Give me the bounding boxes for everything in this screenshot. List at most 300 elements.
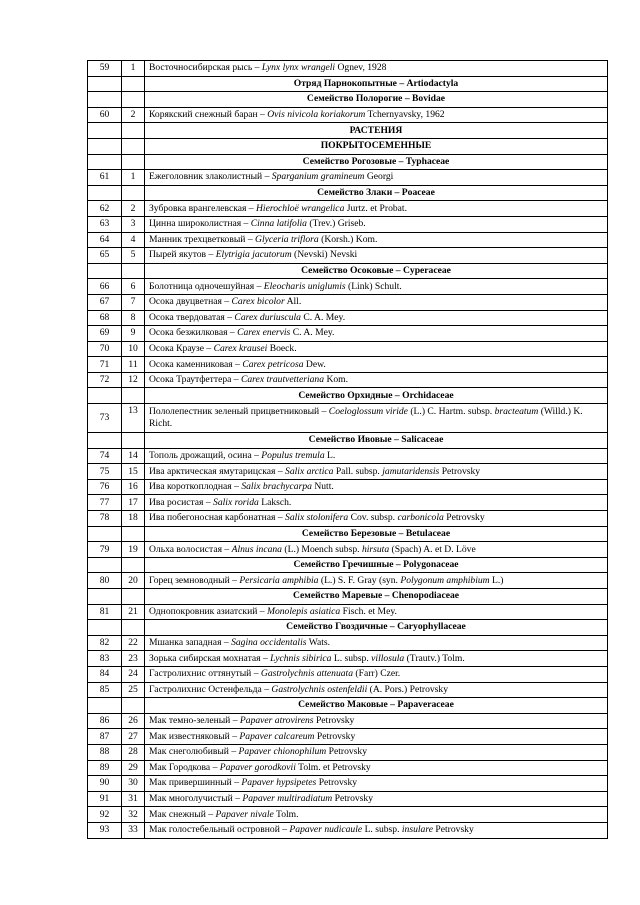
- latin-name: Papaver nivale: [215, 808, 274, 820]
- latin-name: Carex trautvetteriana: [240, 374, 325, 386]
- latin-name: Populus tremula: [261, 449, 325, 461]
- russian-name: Ива арктическая ямутарицская: [149, 465, 276, 477]
- section-number: 24: [122, 666, 145, 682]
- species-row: [88, 635, 608, 651]
- section-header-row: [88, 138, 608, 154]
- author-citation: Dew.: [305, 358, 326, 370]
- section-header-row: [88, 526, 608, 542]
- russian-name: Зубровка врангелевская: [149, 202, 247, 214]
- species-row: [88, 495, 608, 511]
- species-name-cell: Ива арктическая ямутарицская – Salix arctica Pall. subsp. jamutaridensis Petrovsky: [145, 464, 608, 480]
- latin-name: Hierochloë wrangelica: [256, 202, 345, 214]
- author-citation: Pall. subsp.: [335, 465, 380, 477]
- species-name-cell: Мак голостебельный островной – Papaver nudicaule L. subsp. insulare Petrovsky: [145, 822, 608, 838]
- empty-cell: [88, 76, 122, 92]
- latin-name-2: carbonicola: [397, 512, 444, 524]
- latin-name: Lynx lynx wrangeli: [261, 62, 336, 74]
- empty-cell: [122, 526, 145, 542]
- section-header-row: [88, 698, 608, 714]
- global-number: 83: [88, 651, 122, 667]
- species-row: [88, 682, 608, 698]
- latin-name-2: jamutaridensis: [382, 465, 440, 477]
- section-header-row: [88, 557, 608, 573]
- author-citation-2: L.): [492, 574, 504, 586]
- species-row: [88, 248, 608, 264]
- russian-name: Мак привершинный: [149, 777, 232, 789]
- species-row: [88, 294, 608, 310]
- section-number: 21: [122, 604, 145, 620]
- empty-cell: [122, 388, 145, 404]
- russian-name: Однопокровник азиатский: [149, 605, 258, 617]
- empty-cell: [88, 526, 122, 542]
- species-row: [88, 341, 608, 357]
- empty-cell: [88, 589, 122, 605]
- global-number: 60: [88, 107, 122, 123]
- species-row: [88, 573, 608, 589]
- species-row: [88, 326, 608, 342]
- russian-name: Пырей якутов: [149, 249, 207, 261]
- latin-name-2: bracteatum: [494, 406, 539, 418]
- russian-name: Осока Краузе: [149, 342, 204, 354]
- russian-name: Восточносибирская рысь: [149, 62, 253, 74]
- section-number: 19: [122, 542, 145, 558]
- section-number: 1: [122, 170, 145, 186]
- section-number: 31: [122, 791, 145, 807]
- global-number: 65: [88, 248, 122, 264]
- section-header: Семейство Полорогие – Bovidae: [145, 92, 608, 108]
- latin-name: Monolepis asiatica: [266, 605, 341, 617]
- section-number: 17: [122, 495, 145, 511]
- global-number: 90: [88, 776, 122, 792]
- species-name-cell: Осока безжилковая – Carex enervis C. A. Mey.: [145, 326, 608, 342]
- empty-cell: [88, 123, 122, 139]
- section-number: 23: [122, 651, 145, 667]
- global-number: 84: [88, 666, 122, 682]
- russian-name: Пололепестник зеленый прицветниковый: [149, 406, 320, 418]
- section-number: 1: [122, 61, 145, 77]
- global-number: 82: [88, 635, 122, 651]
- species-name-cell: Ива короткоплодная – Salix brachycarpa Nutt.: [145, 479, 608, 495]
- russian-name: Осока безжилковая: [149, 327, 228, 339]
- section-number: 20: [122, 573, 145, 589]
- section-number: 25: [122, 682, 145, 698]
- author-citation: (Nevski) Nevski: [294, 249, 358, 261]
- species-name-cell: Мак снеголюбивый – Papaver chionophilum Petrovsky: [145, 744, 608, 760]
- latin-name-2: villosula: [371, 652, 405, 664]
- empty-cell: [88, 557, 122, 573]
- section-header: Семейство Березовые – Betulaceae: [145, 526, 608, 542]
- species-name-cell: Мак темно-зеленый – Papaver atrovirens Petrovsky: [145, 713, 608, 729]
- section-header-row: [88, 154, 608, 170]
- global-number: 62: [88, 201, 122, 217]
- species-name-cell: Мак снежный – Papaver nivale Tolm.: [145, 807, 608, 823]
- empty-cell: [88, 620, 122, 636]
- species-row: [88, 61, 608, 77]
- latin-name: Coeloglossum viride: [328, 406, 408, 418]
- species-name-cell: Осока твердоватая – Carex duriuscula C. A. Mey.: [145, 310, 608, 326]
- latin-name: Carex petricosa: [242, 358, 304, 370]
- global-number: 89: [88, 760, 122, 776]
- species-row: [88, 216, 608, 232]
- russian-name: Ива побегоносная карбонатная: [149, 512, 276, 524]
- global-number: 81: [88, 604, 122, 620]
- section-number: 2: [122, 201, 145, 217]
- empty-cell: [122, 154, 145, 170]
- empty-cell: [122, 123, 145, 139]
- global-number: 68: [88, 310, 122, 326]
- latin-name: Gastrolychnis ostenfeldii: [271, 683, 368, 695]
- author-citation-2: (Spach) A. et D. Löve: [391, 543, 476, 555]
- species-name-cell: Тополь дрожащий, осина – Populus tremula L.: [145, 448, 608, 464]
- species-name-cell: Ива росистая – Salix rorida Laksch.: [145, 495, 608, 511]
- species-row: [88, 170, 608, 186]
- author-citation: Jurtz. et Probat.: [346, 202, 407, 214]
- section-header: Семейство Осоковые – Cyperaceae: [145, 263, 608, 279]
- species-row: [88, 448, 608, 464]
- species-row: [88, 776, 608, 792]
- russian-name: Манник трехцветковый: [149, 233, 246, 245]
- russian-name: Осока каменниковая: [149, 358, 233, 370]
- section-number: 8: [122, 310, 145, 326]
- latin-name: Carex enervis: [237, 327, 291, 339]
- latin-name: Papaver calcareum: [239, 730, 315, 742]
- section-header-row: [88, 388, 608, 404]
- species-row: [88, 604, 608, 620]
- species-name-cell: Мак привершинный – Papaver hypsipetes Petrovsky: [145, 776, 608, 792]
- global-number: 92: [88, 807, 122, 823]
- empty-cell: [88, 433, 122, 449]
- global-number: 63: [88, 216, 122, 232]
- global-number: 74: [88, 448, 122, 464]
- author-citation: Tolm.: [276, 808, 299, 820]
- author-citation: Petrovsky: [318, 777, 358, 789]
- latin-name: Ovis nivicola koriakorum: [267, 109, 366, 121]
- russian-name: Ива короткоплодная: [149, 481, 232, 493]
- global-number: 85: [88, 682, 122, 698]
- species-row: [88, 807, 608, 823]
- species-row: [88, 479, 608, 495]
- latin-name: Lychnis sibirica: [270, 652, 332, 664]
- author-citation: Petrovsky: [334, 793, 373, 805]
- species-name-cell: Зубровка врангелевская – Hierochloë wrangelica Jurtz. et Probat.: [145, 201, 608, 217]
- section-number: 5: [122, 248, 145, 264]
- author-citation: (Link) Schult.: [348, 280, 402, 292]
- latin-name: Salix stolonifera: [285, 512, 349, 524]
- section-number: 14: [122, 448, 145, 464]
- latin-name: Papaver multiradiatum: [242, 793, 333, 805]
- author-citation: (Trev.) Griseb.: [309, 218, 366, 230]
- russian-name: Тополь дрожащий, осина: [149, 449, 252, 461]
- species-row: [88, 666, 608, 682]
- author-citation: (L.) C. Hartm. subsp.: [410, 406, 493, 418]
- empty-cell: [122, 698, 145, 714]
- latin-name: Sagina occidentalis: [231, 637, 307, 649]
- section-header: Семейство Гречишные – Polygonaceae: [145, 557, 608, 573]
- author-citation: C. A. Mey.: [303, 311, 346, 323]
- section-header-row: [88, 620, 608, 636]
- species-name-cell: Гастролихнис Остенфельда – Gastrolychnis ostenfeldii (A. Pors.) Petrovsky: [145, 682, 608, 698]
- russian-name: Мак многолучистый: [149, 793, 233, 805]
- section-number: 28: [122, 744, 145, 760]
- global-number: 87: [88, 729, 122, 745]
- latin-name: Persicaria amphibia: [239, 574, 319, 586]
- species-name-cell: Мак многолучистый – Papaver multiradiatum Petrovsky: [145, 791, 608, 807]
- species-name-cell: Горец земноводный – Persicaria amphibia (L.) S. F. Gray (syn. Polygonum amphibium L.): [145, 573, 608, 589]
- empty-cell: [88, 698, 122, 714]
- species-row: [88, 232, 608, 248]
- global-number: 77: [88, 495, 122, 511]
- global-number: 69: [88, 326, 122, 342]
- latin-name: Alnus incana: [231, 543, 282, 555]
- species-row: [88, 713, 608, 729]
- section-number: 7: [122, 294, 145, 310]
- empty-cell: [88, 263, 122, 279]
- author-citation: (Farr) Czer.: [355, 668, 401, 680]
- russian-name: Осока двуцветная: [149, 296, 222, 308]
- species-row: [88, 279, 608, 295]
- species-row: [88, 744, 608, 760]
- latin-name: Gastrolychnis attenuata: [260, 668, 354, 680]
- latin-name: Papaver atrovirens: [239, 715, 314, 727]
- global-number: 64: [88, 232, 122, 248]
- latin-name: Papaver chionophilum: [238, 746, 327, 758]
- section-number: 10: [122, 341, 145, 357]
- section-number: 16: [122, 479, 145, 495]
- latin-name: Salix arctica: [285, 465, 334, 477]
- section-number: 30: [122, 776, 145, 792]
- species-row: [88, 791, 608, 807]
- latin-name: Glyceria triflora: [255, 233, 319, 245]
- author-citation: Kom.: [326, 374, 349, 386]
- russian-name: Ежеголовник злаколистный: [149, 171, 263, 183]
- section-number: 32: [122, 807, 145, 823]
- section-header: Семейство Гвоздичные – Caryophyllaceae: [145, 620, 608, 636]
- global-number: 66: [88, 279, 122, 295]
- global-number: 73: [88, 404, 122, 433]
- global-number: 71: [88, 357, 122, 373]
- russian-name: Мшанка западная: [149, 637, 222, 649]
- empty-cell: [122, 620, 145, 636]
- author-citation: Fisch. et Mey.: [342, 605, 397, 617]
- global-number: 80: [88, 573, 122, 589]
- author-citation: Laksch.: [261, 496, 292, 508]
- author-citation: Petrovsky: [316, 730, 356, 742]
- section-number: 15: [122, 464, 145, 480]
- author-citation: (L.) S. F. Gray (syn.: [320, 574, 398, 586]
- species-name-cell: Восточносибирская рысь – Lynx lynx wrangeli Ognev, 1928: [145, 61, 608, 77]
- species-name-cell: Мшанка западная – Sagina occidentalis Wats.: [145, 635, 608, 651]
- latin-name-2: hirsuta: [361, 543, 390, 555]
- russian-name: Ива росистая: [149, 496, 204, 508]
- global-number: 59: [88, 61, 122, 77]
- empty-cell: [122, 589, 145, 605]
- author-citation-2: Petrovsky: [435, 824, 474, 836]
- species-name-cell: Мак известняковый – Papaver calcareum Petrovsky: [145, 729, 608, 745]
- russian-name: Мак снеголюбивый: [149, 746, 229, 758]
- russian-name: Осока Траутфеттера: [149, 374, 232, 386]
- section-number: 12: [122, 372, 145, 388]
- author-citation-2: (Trautv.) Tolm.: [406, 652, 465, 664]
- species-name-cell: Осока двуцветная – Carex bicolor All.: [145, 294, 608, 310]
- latin-name: Salix brachycarpa: [241, 481, 312, 493]
- species-row: [88, 107, 608, 123]
- global-number: 79: [88, 542, 122, 558]
- empty-cell: [122, 557, 145, 573]
- author-citation-2: (Willd.) K. Richt.: [149, 406, 583, 430]
- global-number: 70: [88, 341, 122, 357]
- latin-name: Papaver hypsipetes: [241, 777, 317, 789]
- section-number: 27: [122, 729, 145, 745]
- species-row: [88, 511, 608, 527]
- author-citation: L.: [327, 449, 336, 461]
- empty-cell: [122, 185, 145, 201]
- russian-name: Цинна широколистная: [149, 218, 242, 230]
- global-number: 61: [88, 170, 122, 186]
- section-header-row: [88, 433, 608, 449]
- species-row: [88, 310, 608, 326]
- author-citation: (L.) Moench subsp.: [284, 543, 360, 555]
- empty-cell: [88, 92, 122, 108]
- author-citation: (A. Pors.) Petrovsky: [369, 683, 448, 695]
- russian-name: Горец земноводный: [149, 574, 230, 586]
- latin-name: Eleocharis uniglumis: [263, 280, 346, 292]
- russian-name: Зорька сибирская мохнатая: [149, 652, 261, 664]
- species-name-cell: Осока каменниковая – Carex petricosa Dew.: [145, 357, 608, 373]
- section-number: 26: [122, 713, 145, 729]
- empty-cell: [88, 388, 122, 404]
- section-number: 29: [122, 760, 145, 776]
- global-number: 93: [88, 822, 122, 838]
- russian-name: Осока твердоватая: [149, 311, 225, 323]
- author-citation-2: Petrovsky: [441, 465, 481, 477]
- latin-name: Carex krausei: [213, 342, 268, 354]
- species-name-cell: Болотница одночешуйная – Eleocharis uniglumis (Link) Schult.: [145, 279, 608, 295]
- species-row: [88, 651, 608, 667]
- section-number: 9: [122, 326, 145, 342]
- species-name-cell: Ива побегоносная карбонатная – Salix stolonifera Cov. subsp. carbonicola Petrovsky: [145, 511, 608, 527]
- section-header: РАСТЕНИЯ: [145, 123, 608, 139]
- species-table: [87, 60, 608, 839]
- russian-name: Гастролихнис Остенфельда: [149, 683, 262, 695]
- author-citation-2: Petrovsky: [446, 512, 485, 524]
- russian-name: Гастролихнис оттянутый: [149, 668, 252, 680]
- russian-name: Мак голостебельный островной: [149, 824, 280, 836]
- species-row: [88, 542, 608, 558]
- section-number: 18: [122, 511, 145, 527]
- section-number: 13: [122, 404, 145, 433]
- section-header: Отряд Парнокопытные – Artiodactyla: [145, 76, 608, 92]
- species-name-cell: Осока Траутфеттера – Carex trautvetteriana Kom.: [145, 372, 608, 388]
- latin-name-2: Polygonum amphibium: [400, 574, 490, 586]
- empty-cell: [88, 185, 122, 201]
- global-number: 91: [88, 791, 122, 807]
- species-row: [88, 357, 608, 373]
- section-number: 4: [122, 232, 145, 248]
- author-citation: All.: [286, 296, 302, 308]
- species-name-cell: Осока Краузе – Carex krausei Boeck.: [145, 341, 608, 357]
- empty-cell: [122, 263, 145, 279]
- species-name-cell: Ежеголовник злаколистный – Sparganium gramineum Georgi: [145, 170, 608, 186]
- section-header-row: [88, 123, 608, 139]
- latin-name-2: insulare: [401, 824, 433, 836]
- author-citation: Nutt.: [314, 481, 334, 493]
- section-number: 6: [122, 279, 145, 295]
- species-name-cell: Пололепестник зеленый прицветниковый – Coeloglossum viride (L.) C. Hartm. subsp. bracteatum (Willd.) K. Richt.: [145, 404, 608, 433]
- section-header-row: [88, 76, 608, 92]
- global-number: 75: [88, 464, 122, 480]
- species-name-cell: Манник трехцветковый – Glyceria triflora (Korsh.) Kom.: [145, 232, 608, 248]
- section-header-row: [88, 185, 608, 201]
- latin-name: Papaver nudicaule: [289, 824, 363, 836]
- global-number: 78: [88, 511, 122, 527]
- empty-cell: [88, 154, 122, 170]
- section-header: Семейство Маковые – Papaveraceae: [145, 698, 608, 714]
- species-name-cell: Пырей якутов – Elytrigia jacutorum (Nevski) Nevski: [145, 248, 608, 264]
- latin-name: Elytrigia jacutorum: [215, 249, 292, 261]
- global-number: 67: [88, 294, 122, 310]
- empty-cell: [122, 92, 145, 108]
- author-citation: C. A. Mey.: [292, 327, 335, 339]
- russian-name: Мак темно-зеленый: [149, 715, 231, 727]
- section-header: Семейство Рогозовые – Typhaceae: [145, 154, 608, 170]
- species-row: [88, 729, 608, 745]
- species-row: [88, 372, 608, 388]
- author-citation: Tolm. et Petrovsky: [298, 761, 371, 773]
- russian-name: Мак снежный: [149, 808, 206, 820]
- latin-name: Cinna latifolia: [250, 218, 307, 230]
- latin-name: Carex bicolor: [231, 296, 285, 308]
- species-name-cell: Однопокровник азиатский – Monolepis asiatica Fisch. et Mey.: [145, 604, 608, 620]
- author-citation: Georgi: [366, 171, 394, 183]
- author-citation: Wats.: [308, 637, 331, 649]
- species-name-cell: Цинна широколистная – Cinna latifolia (Trev.) Griseb.: [145, 216, 608, 232]
- latin-name: Papaver gorodkovii: [219, 761, 296, 773]
- species-row: [88, 464, 608, 480]
- species-name-cell: Мак Городкова – Papaver gorodkovii Tolm. et Petrovsky: [145, 760, 608, 776]
- russian-name: Ольха волосистая: [149, 543, 223, 555]
- species-name-cell: Гастролихнис оттянутый – Gastrolychnis attenuata (Farr) Czer.: [145, 666, 608, 682]
- author-citation: L. subsp.: [333, 652, 369, 664]
- author-citation: (Korsh.) Kom.: [321, 233, 378, 245]
- russian-name: Мак Городкова: [149, 761, 211, 773]
- author-citation: Tchernyavsky, 1962: [367, 109, 445, 121]
- section-number: 33: [122, 822, 145, 838]
- section-header: ПОКРЫТОСЕМЕННЫЕ: [145, 138, 608, 154]
- empty-cell: [122, 433, 145, 449]
- empty-cell: [122, 76, 145, 92]
- russian-name: Корякский снежный баран: [149, 109, 258, 121]
- section-number: 3: [122, 216, 145, 232]
- section-number: 11: [122, 357, 145, 373]
- section-number: 2: [122, 107, 145, 123]
- author-citation: Petrovsky: [328, 746, 367, 758]
- section-header-row: [88, 92, 608, 108]
- author-citation: Ognev, 1928: [337, 62, 387, 74]
- author-citation: Boeck.: [269, 342, 297, 354]
- species-name-cell: Корякский снежный баран – Ovis nivicola koriakorum Tchernyavsky, 1962: [145, 107, 608, 123]
- species-row: [88, 201, 608, 217]
- species-name-cell: Ольха волосистая – Alnus incana (L.) Moench subsp. hirsuta (Spach) A. et D. Löve: [145, 542, 608, 558]
- section-header-row: [88, 263, 608, 279]
- author-citation: Cov. subsp.: [350, 512, 396, 524]
- global-number: 76: [88, 479, 122, 495]
- species-row: [88, 822, 608, 838]
- empty-cell: [88, 138, 122, 154]
- section-header: Семейство Орхидные – Orchidaceae: [145, 388, 608, 404]
- section-header: Семейство Ивовые – Salicaceae: [145, 433, 608, 449]
- section-header-row: [88, 589, 608, 605]
- global-number: 86: [88, 713, 122, 729]
